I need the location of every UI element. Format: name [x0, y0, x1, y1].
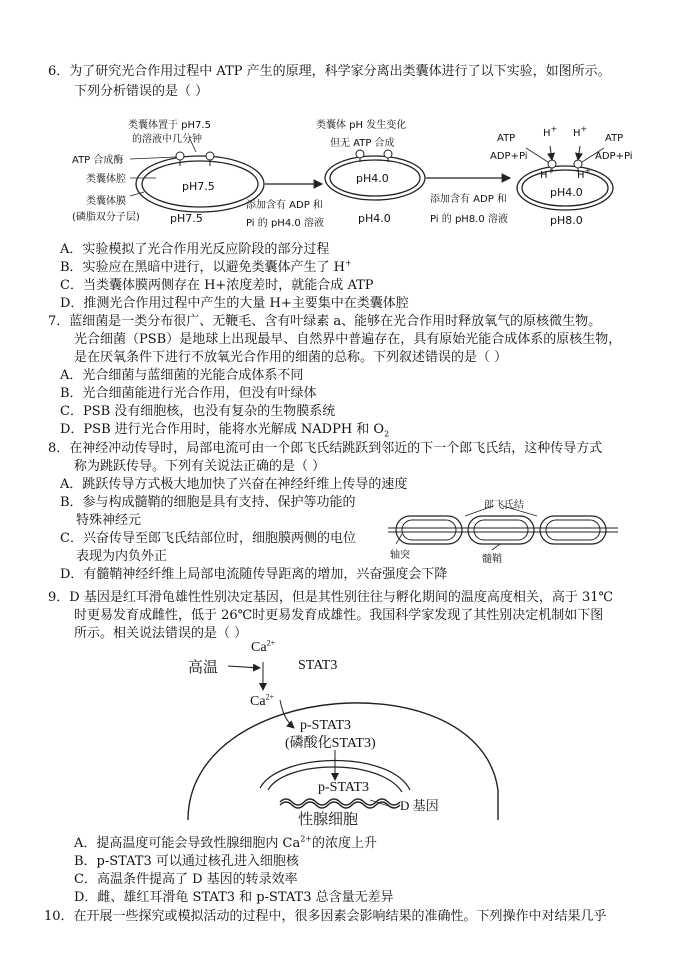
fig-label-place2: 的溶液中几分钟 — [132, 134, 202, 145]
fig-ph-c-in: pH4.0 — [550, 186, 583, 199]
q6-option-b: B．实验应在黑暗中进行，以避免类囊体产生了 H+ — [60, 258, 352, 275]
q9-option-d: D．雌、雄红耳滑龟 STAT3 和 p-STAT3 总含量无差异 — [74, 890, 394, 905]
fig-atp-left: ATP — [497, 133, 516, 144]
fig-arrow2-text2: Pi 的 pH8.0 溶液 — [430, 214, 508, 225]
fig-label-bilayer: (磷脂双分子层) — [72, 212, 140, 223]
q7-option-a: A．光合细菌与蓝细菌的光能合成体系不同 — [60, 368, 304, 383]
fig-label-membrane: 类囊体膜 — [86, 196, 126, 207]
fig-phos: (磷酸化STAT3) — [285, 736, 376, 751]
fig-h-top-left: H+ — [543, 124, 558, 139]
fig-high-temp: 高温 — [188, 660, 219, 676]
fig-ph-a-out: pH7.5 — [170, 212, 203, 225]
q6-stem-line1: 6．为了研究光合作用过程中 ATP 产生的原理，科学家分离出类囊体进行了以下实验，如图所示。 — [48, 64, 611, 79]
q8-option-c-cont: 表现为内负外正 — [76, 549, 168, 564]
fig-arrow1-text: 添加含有 ADP 和 — [246, 200, 323, 211]
q9-stem-line3: 所示。相关说法错误的是（ ） — [74, 626, 248, 641]
fig-h-mid-left: H+ — [540, 166, 555, 181]
q9-stem-line1: 9．D 基因是红耳滑龟雄性性别决定基因，但是其性别往往与孵化期间的温度高度相关，高于 31℃ — [48, 590, 614, 605]
q7-stem-line1: 7．蓝细菌是一类分布很广、无鞭毛、含有叶绿素 a、能够在光合作用时释放氧气的原核微生物。 — [48, 314, 602, 329]
fig-axon-label: 轴突 — [390, 550, 410, 561]
fig-myelin-label: 髓鞘 — [482, 554, 502, 565]
q8-stem-line2: 称为跳跃传导。下列有关说法正确的是（ ） — [74, 459, 326, 474]
fig-pstat3-b: p-STAT3 — [318, 780, 369, 795]
fig-ca-top: $Ca^{2+}$ — [251, 638, 276, 655]
q8-option-d: D．有髓鞘神经纤维上局部电流随传导距离的增加，兴奋强度会下降 — [60, 567, 448, 582]
fig-stat3: STAT3 — [298, 658, 338, 673]
fig-h-top-right: H+ — [573, 124, 588, 139]
fig-dgene: D 基因 — [400, 798, 439, 813]
fig-label-place: 类囊体置于 pH7.5 — [128, 120, 211, 131]
q6-option-c: C．当类囊体膜两侧存在 H+浓度差时，就能合成 ATP — [60, 278, 374, 293]
q6-stem-line2: 下列分析错误的是（ ） — [74, 84, 209, 99]
q7-stem-line3: 是在厌氧条件下进行不放氧光合作用的细菌的总称。下列叙述错误的是（ ） — [74, 350, 508, 365]
fig-h-mid-right: H+ — [577, 166, 592, 181]
fig-label-change2: 但无 ATP 合成 — [330, 138, 395, 149]
q10-stem-line1: 10．在开展一些探究或模拟活动的过程中，很多因素会影响结果的准确性。下列操作中对结果几乎 — [44, 909, 607, 924]
q9-option-c: C．高温条件提高了 D 基因的转录效率 — [74, 872, 298, 887]
fig-cell: 性腺细胞 — [298, 812, 359, 828]
q6-option-a: A．实验模拟了光合作用光反应阶段的部分过程 — [60, 242, 330, 257]
q8-option-b-cont: 特殊神经元 — [76, 513, 142, 528]
q7-option-c: C．PSB 没有细胞核，也没有复杂的生物膜系统 — [60, 404, 336, 419]
fig-arrow1-text2: Pi 的 pH4.0 溶液 — [246, 218, 324, 229]
fig-pstat3: p-STAT3 — [300, 718, 351, 733]
q7-stem-line2: 光合细菌（PSB）是地球上出现最早、自然界中普遍存在，具有原始光能合成体系的原核生物， — [74, 332, 622, 347]
fig-ph-c-out: pH8.0 — [550, 214, 583, 227]
fig-label-change: 类囊体 pH 发生变化 — [316, 120, 407, 131]
fig-ph-a-in: pH7.5 — [182, 180, 215, 193]
fig-label-atp-synthase: ATP 合成酶 — [72, 155, 124, 166]
fig-ph-b-in: pH4.0 — [356, 172, 389, 185]
q9-cell-figure — [180, 640, 510, 830]
q9-option-a: A．提高温度可能会导致性腺细胞内 $Ca^{2+}$的浓度上升 — [74, 834, 378, 851]
q8-stem-line1: 8．在神经冲动传导时，局部电流可由一个郎飞氏结跳跃到邻近的下一个郎飞氏结，这种传导方式 — [48, 441, 603, 456]
q9-stem-line2: 时更易发育成雌性，低于 26℃时更易发育成雄性。我国科学家发现了其性别决定机制如下图 — [74, 608, 604, 623]
fig-label-lumen: 类囊体腔 — [86, 174, 126, 185]
q9-option-b: B．p-STAT3 可以通过核孔进入细胞核 — [74, 854, 299, 869]
fig-atp-right: ATP — [605, 133, 624, 144]
q8-option-b: B．参与构成髓鞘的细胞是具有支持、保护等功能的 — [60, 495, 356, 510]
q7-option-d: D．PSB 进行光合作用时，能将水光解成 NADPH 和 $O_2$ — [60, 422, 390, 439]
fig-ph-b-out: pH4.0 — [358, 212, 391, 225]
fig-node-label: 郎飞氏结 — [484, 500, 524, 511]
q7-option-b: B．光合细菌能进行光合作用，但没有叶绿体 — [60, 386, 317, 401]
fig-adp-left: ADP+Pi — [490, 151, 528, 162]
q6-option-d: D．推测光合作用过程中产生的大量 H+主要集中在类囊体腔 — [60, 296, 409, 311]
q8-option-c: C．兴奋传导至郎飞氏结部位时，细胞膜两侧的电位 — [60, 531, 356, 546]
fig-arrow2-text: 添加含有 ADP 和 — [430, 194, 507, 205]
fig-adp-right: ADP+Pi — [595, 151, 633, 162]
fig-ca-inside: $Ca^{2+}$ — [250, 692, 275, 709]
q8-option-a: A．跳跃传导方式极大地加快了兴奋在神经纤维上传导的速度 — [60, 477, 408, 492]
